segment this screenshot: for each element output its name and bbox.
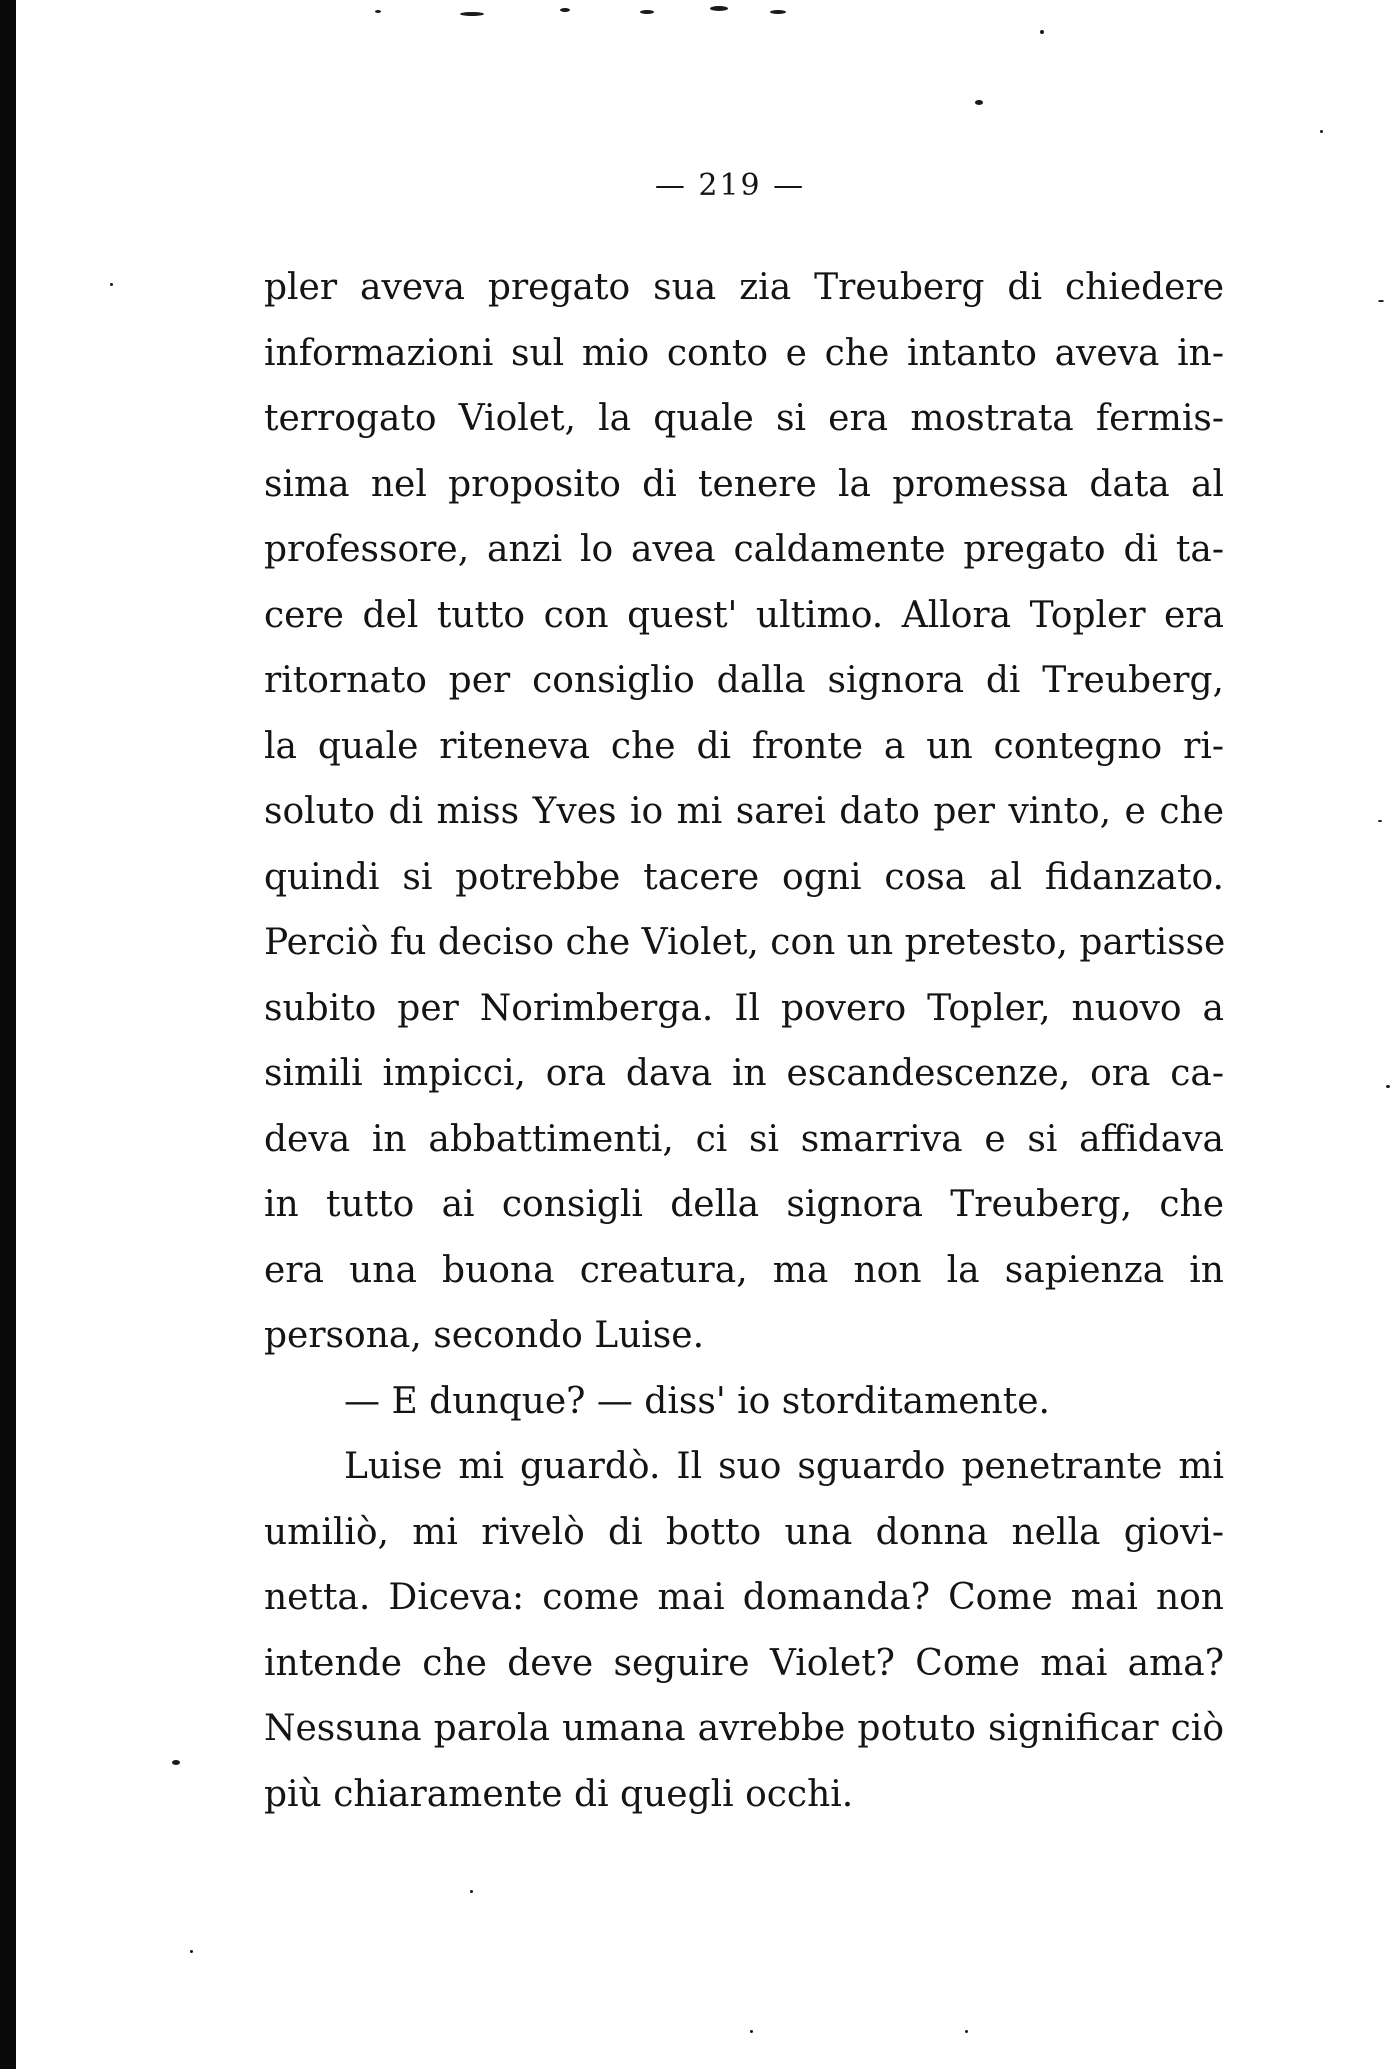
scan-speck — [770, 10, 786, 14]
text-line: era una buona creatura, ma non la sapienza in — [264, 1249, 1224, 1291]
text-line: quindi si potrebbe tacere ogni cosa al fidanzato. — [264, 856, 1224, 898]
scan-speck — [110, 283, 113, 286]
page-number: — 219 — — [654, 168, 806, 203]
page-binding-edge — [0, 0, 16, 2069]
text-line: più chiaramente di quegli occhi. — [264, 1773, 854, 1815]
text-line: terrogato Violet, la quale si era mostrata fermis- — [264, 398, 1224, 439]
text-line: Nessuna parola umana avrebbe potuto significar ciò — [264, 1708, 1224, 1749]
text-line: professore, anzi lo avea caldamente pregato di ta- — [264, 529, 1224, 570]
scan-speck — [975, 100, 983, 105]
text-line: informazioni sul mio conto e che intanto aveva in- — [264, 332, 1224, 374]
scan-speck — [172, 1760, 180, 1765]
scan-speck — [710, 6, 728, 11]
scan-speck — [460, 12, 484, 16]
scan-speck — [560, 8, 570, 12]
text-line: netta. Diceva: come mai domanda? Come mai non — [264, 1577, 1224, 1618]
scan-speck — [1378, 300, 1384, 302]
scan-speck — [1386, 1085, 1390, 1088]
scan-speck — [375, 10, 381, 13]
text-line: pler aveva pregato sua zia Treuberg di chiedere — [264, 267, 1224, 308]
text-line: persona, secondo Luise. — [264, 1315, 705, 1356]
text-line: soluto di miss Yves io mi sarei dato per vinto, e che — [264, 791, 1224, 832]
body-text — [264, 255, 1224, 1827]
text-line: intende che deve seguire Violet? Come mai ama? — [264, 1642, 1224, 1684]
scan-speck — [965, 2030, 968, 2033]
scan-speck — [750, 2030, 753, 2033]
text-line: la quale riteneva che di fronte a un contegno ri- — [264, 725, 1224, 767]
scan-speck — [1040, 30, 1044, 34]
scan-speck — [640, 10, 654, 14]
text-line: Perciò fu deciso che Violet, con un pretesto, partisse — [264, 922, 1226, 963]
text-line: — E dunque? — diss' io storditamente. — [344, 1380, 1050, 1422]
scan-speck — [470, 1890, 473, 1893]
scan-speck — [190, 1950, 193, 1953]
text-line: in tutto ai consigli della signora Treuberg, che — [264, 1184, 1224, 1225]
text-line: deva in abbattimenti, ci si smarriva e si affidava — [264, 1118, 1224, 1160]
text-line: simili impicci, ora dava in escandescenze, ora ca- — [264, 1053, 1224, 1094]
text-line: Luise mi guardò. Il suo sguardo penetrante mi — [344, 1446, 1224, 1487]
text-line: cere del tutto con quest' ultimo. Allora Topler era — [264, 594, 1224, 636]
scan-speck — [1378, 820, 1382, 822]
text-line: ritornato per consiglio dalla signora di Treuberg, — [264, 660, 1224, 701]
text-line: umiliò, mi rivelò di botto una donna nella giovi- — [264, 1511, 1224, 1553]
scan-speck — [1320, 130, 1323, 133]
text-line: subito per Norimberga. Il povero Topler, nuovo a — [264, 987, 1224, 1029]
text-line: sima nel proposito di tenere la promessa data al — [264, 463, 1224, 505]
